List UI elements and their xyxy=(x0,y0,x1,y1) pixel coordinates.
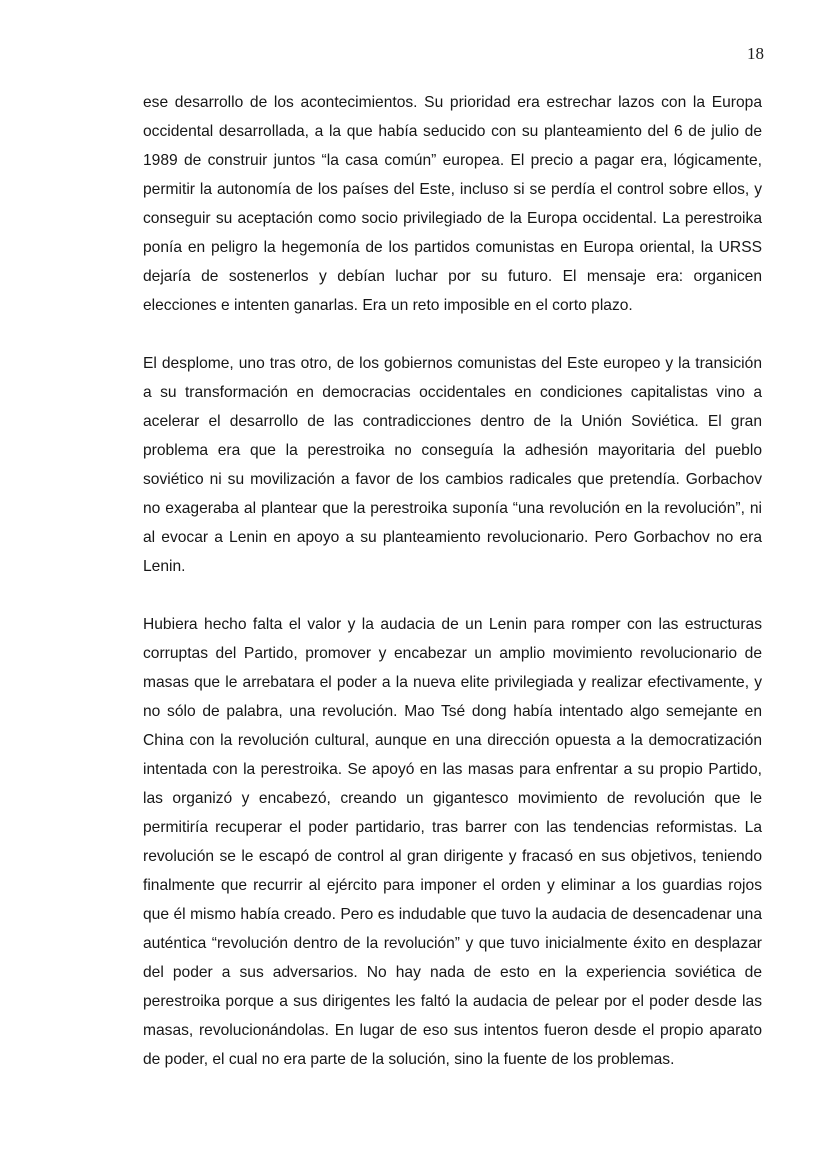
page-body xyxy=(143,88,762,1074)
page-number: 18 xyxy=(747,44,764,63)
body-paragraph: El desplome, uno tras otro, de los gobiernos comunistas del Este europeo y la transición a su transformación en democracias occidentales en condiciones capitalistas vino a acelerar el desarrollo de las contradicciones dentro de la Unión Soviética. El gran problema era que la perestroika no conseguía la adhesión mayoritaria del pueblo soviético ni su movilización a favor de los cambios radicales que pretendía. Gorbachov no exageraba al plantear que la perestroika suponía “una revolución en la revolución”, ni al evocar a Lenin en apoyo a su planteamiento revolucionario. Pero Gorbachov no era Lenin. xyxy=(143,355,762,575)
body-paragraph: Hubiera hecho falta el valor y la audacia de un Lenin para romper con las estructuras corruptas del Partido, promover y encabezar un amplio movimiento revolucionario de masas que le arrebatara el poder a la nueva elite privilegiada y realizar efectivamente, y no sólo de palabra, una revolución. Mao Tsé dong había intentado algo semejante en China con la revolución cultural, aunque en una dirección opuesta a la democratización intentada con la perestroika. Se apoyó en las masas para enfrentar a su propio Partido, las organizó y encabezó, creando un gigantesco movimiento de revolución que le permitiría recuperar el poder partidario, tras barrer con las tendencias reformistas. La revolución se le escapó de control al gran dirigente y fracasó en sus objetivos, teniendo finalmente que recurrir al ejército para imponer el orden y eliminar a los guardias rojos que él mismo había creado. Pero es indudable que tuvo la audacia de desencadenar una auténtica “revolución dentro de la revolución” y que tuvo inicialmente éxito en desplazar del poder a sus adversarios. No hay nada de esto en la experiencia soviética de perestroika porque a sus dirigentes les faltó la audacia de pelear por el poder desde las masas, revolucionándolas. En lugar de eso sus intentos fueron desde el propio aparato de poder, el cual no era parte de la solución, sino la fuente de los problemas. xyxy=(143,616,762,1068)
body-paragraph: ese desarrollo de los acontecimientos. Su prioridad era estrechar lazos con la Europa occidental desarrollada, a la que había seducido con su planteamiento del 6 de julio de 1989 de construir juntos “la casa común” europea. El precio a pagar era, lógicamente, permitir la autonomía de los países del Este, incluso si se perdía el control sobre ellos, y conseguir su aceptación como socio privilegiado de la Europa occidental. La perestroika ponía en peligro la hegemonía de los partidos comunistas en Europa oriental, la URSS dejaría de sostenerlos y debían luchar por su futuro. El mensaje era: organicen elecciones e intenten ganarlas. Era un reto imposible en el corto plazo. xyxy=(143,94,762,314)
